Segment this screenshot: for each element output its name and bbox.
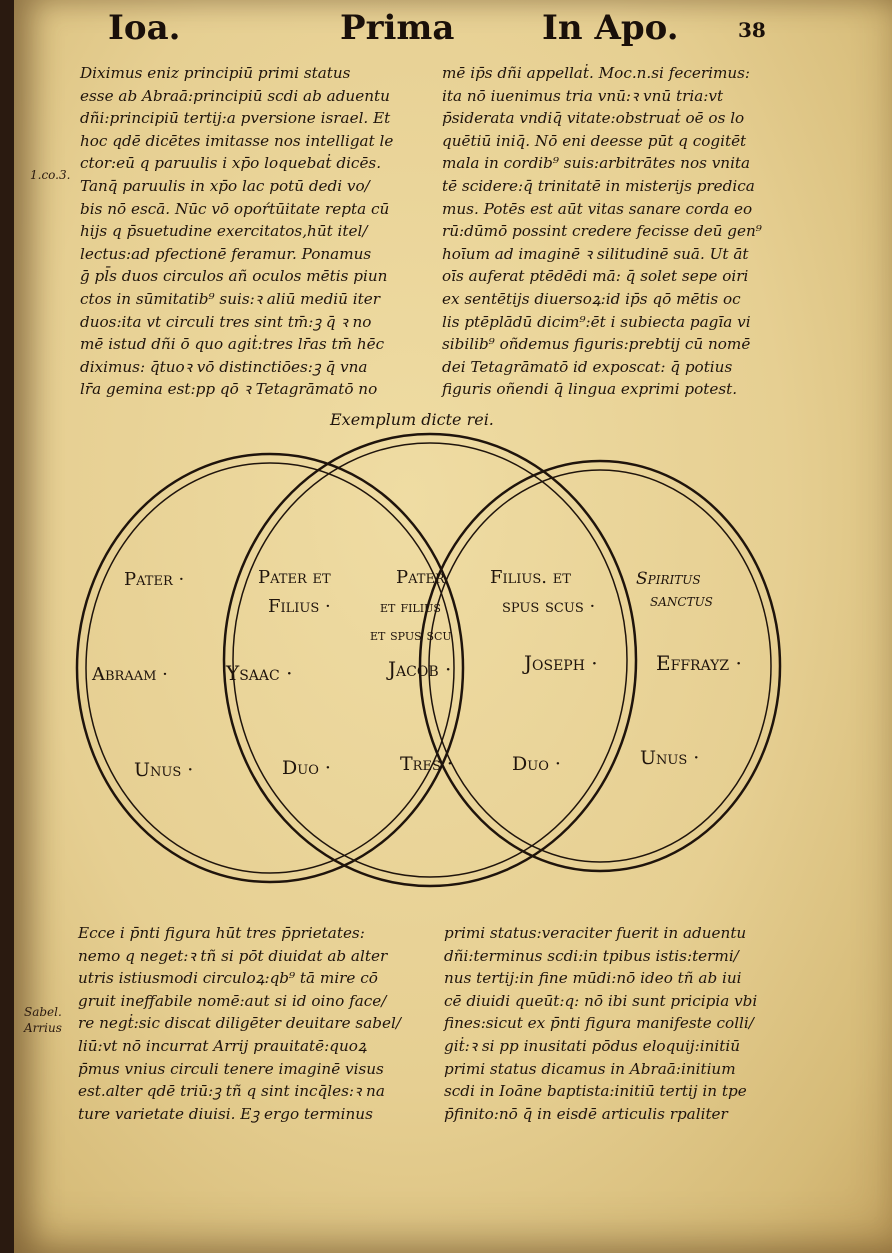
text-line: mē ip̄s dñi appellaṫ. Moc.n.si fecerimus: (442, 64, 751, 82)
text-line: ex sentētijs diuersoꝝ:id ip̄s qō mētis oc (442, 289, 741, 308)
text-line: quētiū iniq̄. Nō eni deesse pūt q cogitēt (442, 131, 747, 150)
label-joseph: Joseph · (524, 651, 598, 675)
label-unus-right: Unus · (640, 747, 700, 769)
label-unus-left: Unus · (134, 759, 194, 781)
text-line: mus. Potēs est aūt vitas sanare corda eo (442, 199, 753, 218)
label-duo-left: Duo · (282, 757, 331, 779)
text-line: lis ptēplādū dicim⁹:ēt i subiecta pagīa vi (442, 312, 751, 331)
text-line: duos:ita vt circuli tres sint tm̄:ꝫ q̄ ꝛ no (80, 312, 372, 331)
text-line: p̄finito:nō q̄ in eisdē articulis rpaliter (444, 1104, 728, 1123)
text-line: hoc qdē dicētes imitasse nos intelligat le (80, 131, 394, 150)
label-et-spus-scu: et spus scu (370, 626, 452, 644)
text-line: dñi:principiū tertij:a pversione israel. Et (80, 109, 391, 128)
label-tres: Tres · (400, 753, 453, 775)
label-filius: Filius · (268, 596, 331, 617)
label-abraam: Abraam · (92, 664, 168, 685)
text-line: utris istiusmodi circuloꝝ:qb⁹ tā mire cō (78, 969, 378, 988)
text-line: rū:dūmō possint credere fecisse deū gen⁹ (442, 222, 762, 241)
text-line: mē istud dñi ō quo agiṫ:tres lr̄as tm̄ hēc (80, 335, 385, 354)
margin-note-top: 1.co.3. (30, 168, 71, 182)
text-line: Tanq̄ paruulis in xp̄o lac potū dedi vo/ (80, 176, 370, 195)
text-line: ita nō iuenimus tria vnū:ꝛ vnū tria:vt (442, 86, 724, 105)
text-line: lr̄a gemina est:pp qō ꝛ Tetagrāmatō no (80, 380, 378, 399)
text-line: ḡ pl̄s duos circulos añ oculos mētis piun (80, 267, 388, 286)
text-line: nus tertij:in fine mūdi:nō ideo tñ ab iui (444, 969, 742, 988)
text-line: ctor:eū q paruulis i xp̄o loquebaṫ dicēs. (80, 154, 382, 173)
text-line: re negṫ:sic discat diligēter deuitare sabel/ (78, 1014, 401, 1033)
running-head-center: Prima (340, 8, 455, 48)
label-pater-center: Pater (396, 567, 445, 588)
label-jacob: Jacob · (388, 657, 452, 681)
text-line: Diximus eniz principiū primi status (80, 64, 351, 82)
bottom-right-column (444, 922, 757, 1125)
text-line: hoīum ad imaginē ꝛ silitudinē suā. Ut āt (442, 244, 749, 263)
text-line: Ecce i p̄nti figura hūt tres p̄prietates: (78, 924, 365, 942)
margin-note-arrius: Arrius (24, 1021, 62, 1035)
label-duo-right: Duo · (512, 753, 561, 775)
text-line: giṫ:ꝛ si pp inusitati pōdus eloquij:initiū (444, 1036, 740, 1055)
text-line: figuris oñendi q̄ lingua exprimi potest. (442, 380, 738, 399)
label-filius-et: Filius. et (490, 567, 571, 588)
text-line: liū:vt nō incurrat Arrij prauitatē:quoꝝ (78, 1036, 367, 1055)
label-effrayz: Effrayz · (656, 651, 742, 675)
text-line: bis nō escā. Nūc vō opoŕtūitate repta cū (80, 199, 390, 218)
text-line: p̄siderata vndiq̄ vitate:obstruaṫ oē os lo (442, 109, 745, 128)
text-line: fines:sicut ex p̄nti figura manifeste colli/ (444, 1014, 754, 1033)
text-line: cē diuidi queūt:q: nō ibi sunt pricipia vbi (444, 991, 758, 1010)
running-head-left: Ioa. (108, 8, 181, 48)
text-line: esse ab Abraā:principiū scdi ab aduentu (80, 86, 390, 105)
text-line: gruit ineffabile nomē:aut si id oino face/ (78, 991, 387, 1010)
label-et-filius: et filius (380, 597, 441, 616)
folio-number: 38 (738, 18, 766, 42)
label-pater: Pater · (124, 569, 185, 590)
text-line: oīs auferat ptēdēdi mā: q̄ solet sepe oiri (442, 267, 749, 286)
bottom-left-column (78, 922, 401, 1125)
text-line: nemo q neget:ꝛ tñ si pōt diuidat ab alter (78, 946, 388, 965)
text-line: primi status dicamus in Abraā:initium (444, 1059, 736, 1078)
label-sanctus: sanctus (650, 591, 713, 611)
text-line: tē scidere:q̄ trinitatē in misterijs predica (442, 176, 755, 195)
text-line: sibilib⁹ oñdemus figuris:prebtij cū nomē (442, 335, 751, 354)
label-ysaac: Ysaac · (226, 661, 293, 685)
text-line: scdi in Ioāne baptista:initiū tertij in tpe (444, 1082, 747, 1101)
margin-note-sabel: Sabel. (24, 1005, 62, 1019)
text-line: dñi:terminus scdi:in tpibus istis:termi/ (444, 946, 739, 965)
text-line: hijs q p̄suetudine exercitatos,hūt itel/ (80, 222, 368, 241)
text-line: lectus:ad pfectionē feramur. Ponamus (80, 244, 372, 263)
text-line: primi status:veraciter fuerit in aduentu (444, 924, 747, 942)
label-spus-scus: spus scus · (502, 596, 596, 617)
text-line: mala in cordib⁹ suis:arbitrātes nos vnita (442, 154, 751, 173)
label-spiritus: Spiritus (636, 569, 701, 589)
label-pater-et: Pater et (258, 567, 331, 588)
text-line: ctos in sūmitatib⁹ suis:ꝛ aliū mediū iter (80, 289, 380, 308)
text-line: ture varietate diuisi. Eꝫ ergo terminus (78, 1104, 373, 1123)
text-line: diximus: q̄tuoꝛ vō distinctiōes:ꝫ q̄ vna (80, 357, 368, 376)
figure-caption: Exemplum dicte rei. (330, 410, 494, 429)
text-line: est.alter qdē triū:ꝫ tñ q sint incq̄les:ꝛ na (78, 1082, 385, 1101)
running-head-right: In Apo. (542, 8, 679, 48)
text-line: dei Tetagrāmatō id exposcat: q̄ potius (442, 357, 733, 376)
text-line: p̄mus vnius circuli tenere imaginē visus (78, 1059, 384, 1078)
